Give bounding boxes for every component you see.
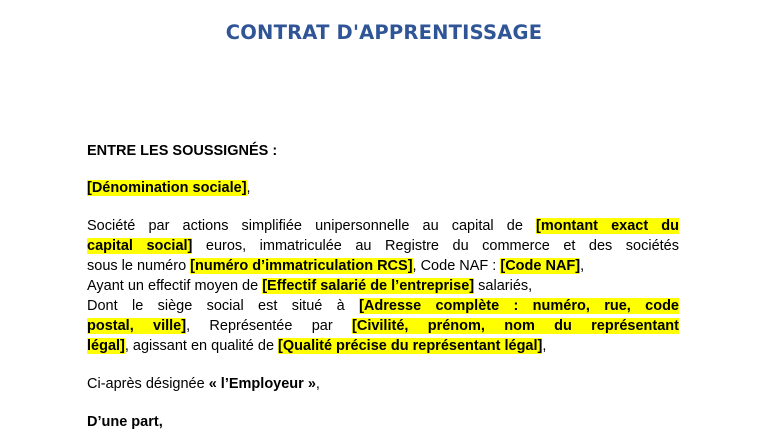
address-field[interactable]: [Adresse complète : numéro, rue, code — [359, 298, 679, 314]
paragraph-text: Ayant un effectif moyen de — [87, 278, 263, 294]
representative-field[interactable]: [Civilité, prénom, nom du représentant — [352, 318, 679, 334]
company-paragraph-line-6 — [87, 316, 679, 336]
representative-quality-field[interactable]: [Qualité précise du représentant légal] — [278, 338, 543, 354]
capital-field-continued[interactable]: capital social] — [87, 238, 193, 254]
company-paragraph-line-5 — [87, 296, 679, 316]
company-paragraph-line-3 — [87, 256, 584, 276]
company-paragraph-line-7 — [87, 336, 546, 356]
representative-field-continued[interactable]: légal] — [87, 338, 125, 354]
headcount-field[interactable]: [Effectif salarié de l’entreprise] — [262, 278, 475, 294]
paragraph-text: salariés, — [474, 278, 533, 294]
designation-text: Ci-après désignée — [87, 376, 209, 392]
paragraph-text: euros, immatriculée au Registre du commerce et des sociétés — [192, 238, 679, 254]
naf-code-field[interactable]: [Code NAF] — [500, 258, 581, 274]
designation-text: , — [315, 376, 320, 392]
company-name-line — [87, 178, 251, 198]
paragraph-text: , — [580, 258, 585, 274]
rcs-number-field[interactable]: [numéro d’immatriculation RCS] — [190, 258, 413, 274]
capital-field[interactable]: [montant exact du — [535, 218, 679, 234]
paragraph-text: Société par actions simplifiée unipersonnelle au capital de — [87, 218, 536, 234]
paragraph-text: sous le numéro — [87, 258, 191, 274]
company-name-suffix: , — [246, 180, 251, 196]
company-paragraph-line-2 — [87, 236, 679, 256]
paragraph-text: , agissant en qualité de — [124, 338, 279, 354]
employer-designation — [87, 374, 320, 394]
document-title: CONTRAT D'APPRENTISSAGE — [225, 21, 543, 44]
company-name-field[interactable]: [Dénomination sociale] — [87, 180, 247, 196]
paragraph-text: , — [542, 338, 547, 354]
employer-term: « l’Employeur » — [208, 376, 316, 392]
first-part-label: D’une part, — [87, 414, 163, 430]
address-field-continued[interactable]: postal, ville] — [87, 318, 187, 334]
paragraph-text: , Code NAF : — [412, 258, 501, 274]
paragraph-text: , Représentée par — [186, 318, 353, 334]
company-paragraph-line-1 — [87, 216, 679, 236]
company-paragraph-line-4 — [87, 276, 532, 296]
paragraph-text: Dont le siège social est situé à — [87, 298, 360, 314]
between-heading: ENTRE LES SOUSSIGNÉS : — [87, 143, 278, 159]
